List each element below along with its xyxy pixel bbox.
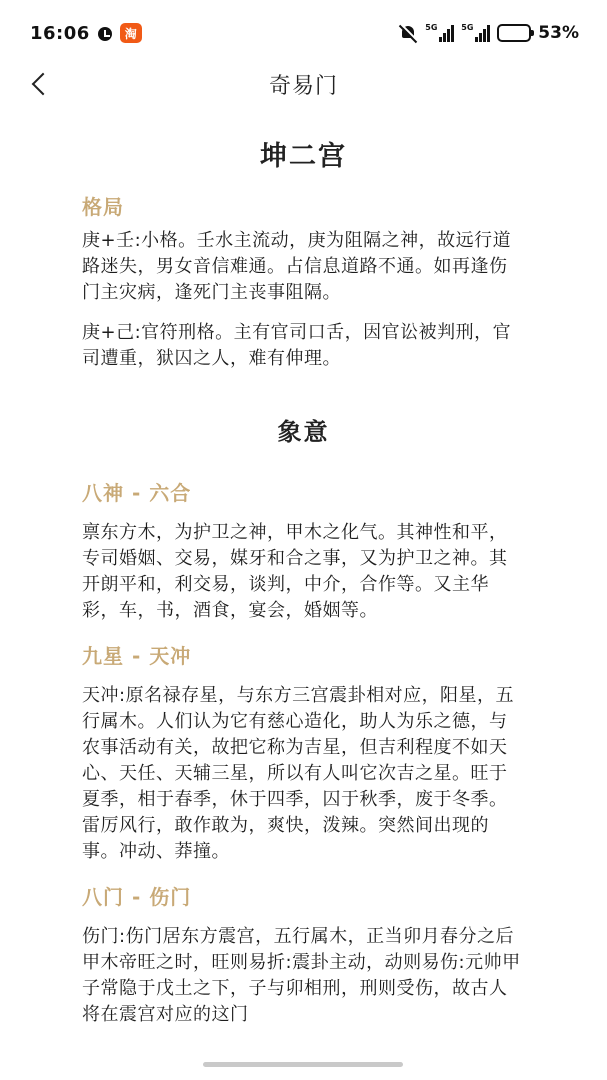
section-heading: 八神 - 六合 xyxy=(82,481,192,505)
pattern-heading: 格局 xyxy=(82,195,124,219)
palace-title: 坤二宫 xyxy=(260,141,347,172)
meaning-title: 象意 xyxy=(277,418,330,446)
network-type-label: 5G xyxy=(461,23,474,32)
page-title: 奇易门 xyxy=(268,73,338,99)
status-left xyxy=(30,23,142,44)
status-time: 16:06 xyxy=(30,22,90,44)
alarm-icon xyxy=(96,24,114,42)
back-button[interactable] xyxy=(20,64,60,104)
signal-icon-sim1 xyxy=(425,24,454,42)
signal-icon-sim2 xyxy=(461,24,490,42)
section-heading: 八门 - 伤门 xyxy=(82,885,192,909)
taobao-notification-icon: 淘 xyxy=(120,23,142,43)
eight-doors-section xyxy=(82,881,525,1028)
section-text: 禀东方木，为护卫之神，甲木之化气。其神性和平，专司婚姻、交易，媒牙和合之事，又为护卫之神。其开朗平和，利交易，谈判，中介，合作等。又主华彩，车，书，酒食，宴会，婚姻等。 xyxy=(82,522,508,621)
network-type-label: 5G xyxy=(425,23,438,32)
section-text: 伤门:伤门居东方震宫，五行属木，正当卯月春分之后甲木帝旺之时，旺则易折:震卦主动，动则易伤:元帅甲子常隐于戊土之下，子与卯相刑，刑则受伤，故古人将在震宫对应的这门 xyxy=(82,926,521,1025)
bell-off-icon xyxy=(398,23,418,43)
pattern-paragraph: 庚+己:官符刑格。主有官司口舌，因官讼被判刑，官司遭重，狱囚之人，难有伸理。 xyxy=(82,322,512,369)
battery-percent: 53% xyxy=(538,23,579,43)
status-bar xyxy=(0,0,607,66)
section-text: 天冲:原名禄存星，与东方三宫震卦相对应，阳星，五行属木。人们认为它有慈心造化，助人为乐之德，与农事活动有关，故把它称为吉星，但吉利程度不如天心、天任、天辅三星，所以有人叫它次吉之星。旺于夏季，相于春季，休于四季，囚于秋季，废于冬季。雷厉风行，敢作敢为，爽快，泼辣。突然间出现的事。冲动、莽撞。 xyxy=(82,685,515,862)
nav-bar xyxy=(0,62,607,106)
eight-gods-section xyxy=(82,477,525,624)
nine-stars-section xyxy=(82,640,525,865)
battery-icon xyxy=(497,24,531,42)
home-indicator[interactable] xyxy=(203,1062,403,1067)
status-right xyxy=(398,23,579,43)
chevron-left-icon xyxy=(32,73,55,96)
content-scroll[interactable] xyxy=(0,106,607,1046)
pattern-paragraph: 庚+壬:小格。壬水主流动，庚为阻隔之神，故远行道路迷失，男女音信难通。占信息道路不通。如再逢伤门主灾病，逢死门主丧事阻隔。 xyxy=(82,230,512,303)
section-heading: 九星 - 天冲 xyxy=(82,644,192,668)
